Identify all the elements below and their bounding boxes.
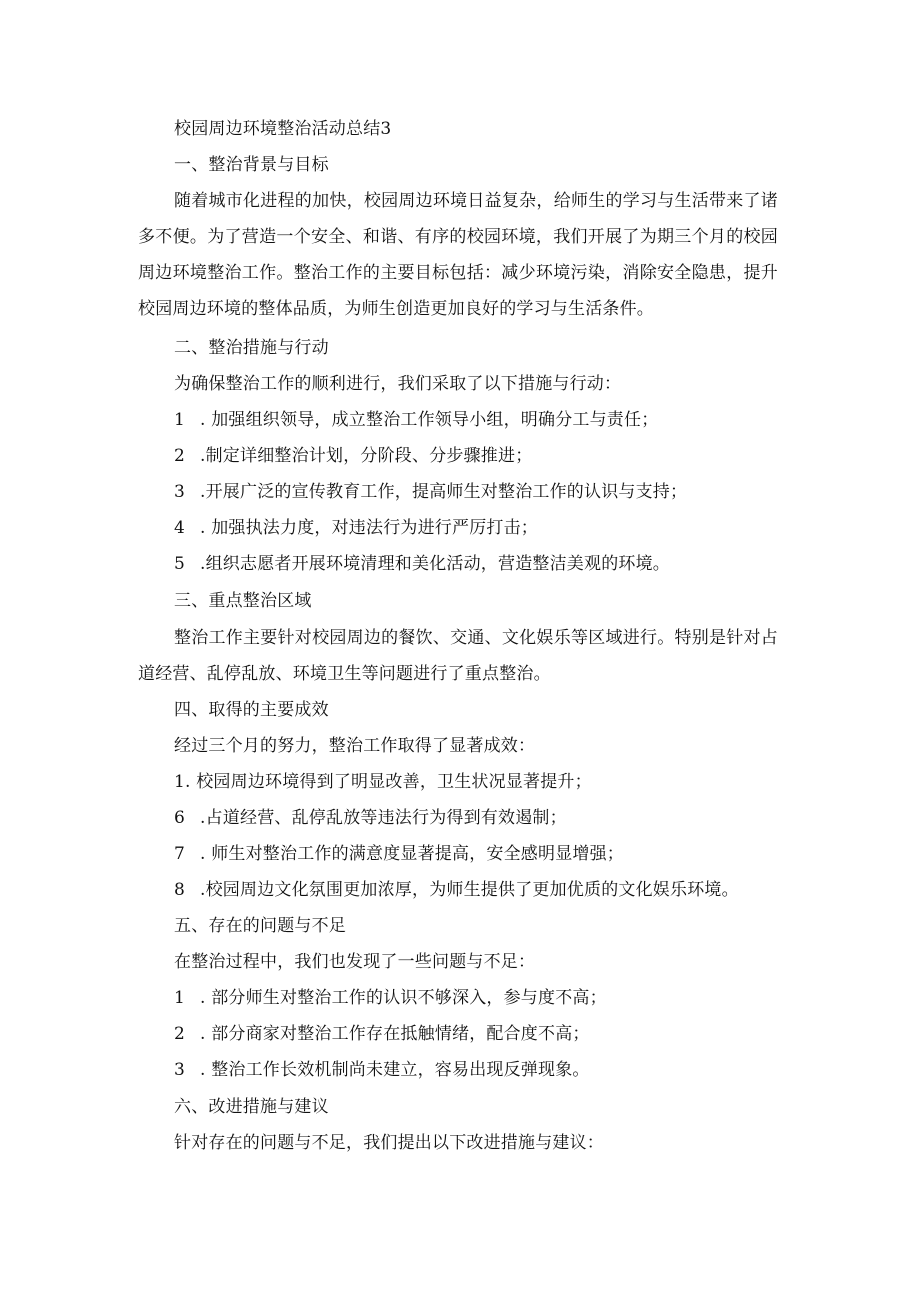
paragraph: 经过三个月的努力，整治工作取得了显著成效： bbox=[174, 736, 536, 756]
list-item bbox=[174, 1059, 590, 1081]
section-heading: 四、取得的主要成效 bbox=[174, 700, 329, 720]
section-heading: 五、存在的问题与不足 bbox=[174, 916, 346, 936]
list-item bbox=[174, 843, 624, 865]
list-item-number: 4 bbox=[174, 518, 186, 538]
list-item-text: . 整治工作长效机制尚未建立，容易出现反弹现象。 bbox=[200, 1060, 590, 1080]
list-item-text: . 师生对整治工作的满意度显著提高，安全感明显增强； bbox=[200, 844, 625, 864]
list-item bbox=[174, 445, 532, 467]
list-item-text: .占道经营、乱停乱放等违法行为得到有效遏制； bbox=[200, 808, 567, 828]
list-item-text: .开展广泛的宣传教育工作，提高师生对整治工作的认识与支持； bbox=[200, 482, 688, 502]
list-item-text: .制定详细整治计划，分阶段、分步骤推进； bbox=[200, 446, 533, 466]
list-item bbox=[174, 987, 607, 1009]
list-item-text: .组织志愿者开展环境清理和美化活动，营造整洁美观的环境。 bbox=[200, 554, 671, 574]
paragraph: 在整治过程中，我们也发现了一些问题与不足： bbox=[174, 952, 536, 972]
document-title: 校园周边环境整治活动总结3 bbox=[174, 119, 392, 139]
list-item bbox=[174, 517, 538, 539]
paragraph: 为确保整治工作的顺利进行，我们采取了以下措施与行动： bbox=[174, 374, 622, 394]
list-item-number: 5 bbox=[174, 554, 186, 574]
section-heading: 二、整治措施与行动 bbox=[174, 338, 329, 358]
list-item-text: . 部分商家对整治工作存在抵触情绪，配合度不高； bbox=[200, 1024, 590, 1044]
list-item: 1. 校园周边环境得到了明显改善，卫生状况显著提升； bbox=[174, 772, 592, 792]
list-item-number: 7 bbox=[174, 844, 186, 864]
list-item-number: 1 bbox=[174, 988, 186, 1008]
list-item-number: 2 bbox=[174, 1024, 186, 1044]
list-item-text: .校园周边文化氛围更加浓厚，为师生提供了更加优质的文化娱乐环境。 bbox=[200, 880, 739, 900]
list-item-number: 3 bbox=[174, 482, 186, 502]
list-item-number: 3 bbox=[174, 1060, 186, 1080]
list-item-number: 8 bbox=[174, 880, 186, 900]
list-item bbox=[174, 807, 567, 829]
section-heading: 六、改进措施与建议 bbox=[174, 1097, 329, 1117]
list-item bbox=[174, 409, 658, 431]
list-item-number: 6 bbox=[174, 808, 186, 828]
list-item bbox=[174, 553, 670, 575]
list-item-text: . 部分师生对整治工作的认识不够深入，参与度不高； bbox=[200, 988, 607, 1008]
paragraph: 针对存在的问题与不足，我们提出以下改进措施与建议： bbox=[174, 1133, 604, 1153]
section-heading: 一、整治背景与目标 bbox=[174, 155, 329, 175]
section-heading: 三、重点整治区域 bbox=[174, 591, 312, 611]
paragraph: 整治工作主要针对校园周边的餐饮、交通、文化娱乐等区域进行。特别是针对占道经营、乱停乱放、环境卫生等问题进行了重点整治。 bbox=[138, 628, 778, 684]
paragraph: 随着城市化进程的加快，校园周边环境日益复杂，给师生的学习与生活带来了诸多不便。为了营造一个安全、和谐、有序的校园环境，我们开展了为期三个月的校园周边环境整治工作。整治工作的主要目标包括：减少环境污染，消除安全隐患，提升校园周边环境的整体品质，为师生创造更加良好的学习与生活条件。 bbox=[138, 191, 778, 319]
list-item bbox=[174, 481, 687, 503]
list-item-text: . 加强组织领导，成立整治工作领导小组，明确分工与责任； bbox=[200, 410, 659, 430]
list-item bbox=[174, 879, 739, 901]
list-item bbox=[174, 1023, 590, 1045]
list-item-number: 1 bbox=[174, 410, 186, 430]
list-item-number: 2 bbox=[174, 446, 186, 466]
list-item-text: . 加强执法力度，对违法行为进行严厉打击； bbox=[200, 518, 539, 538]
